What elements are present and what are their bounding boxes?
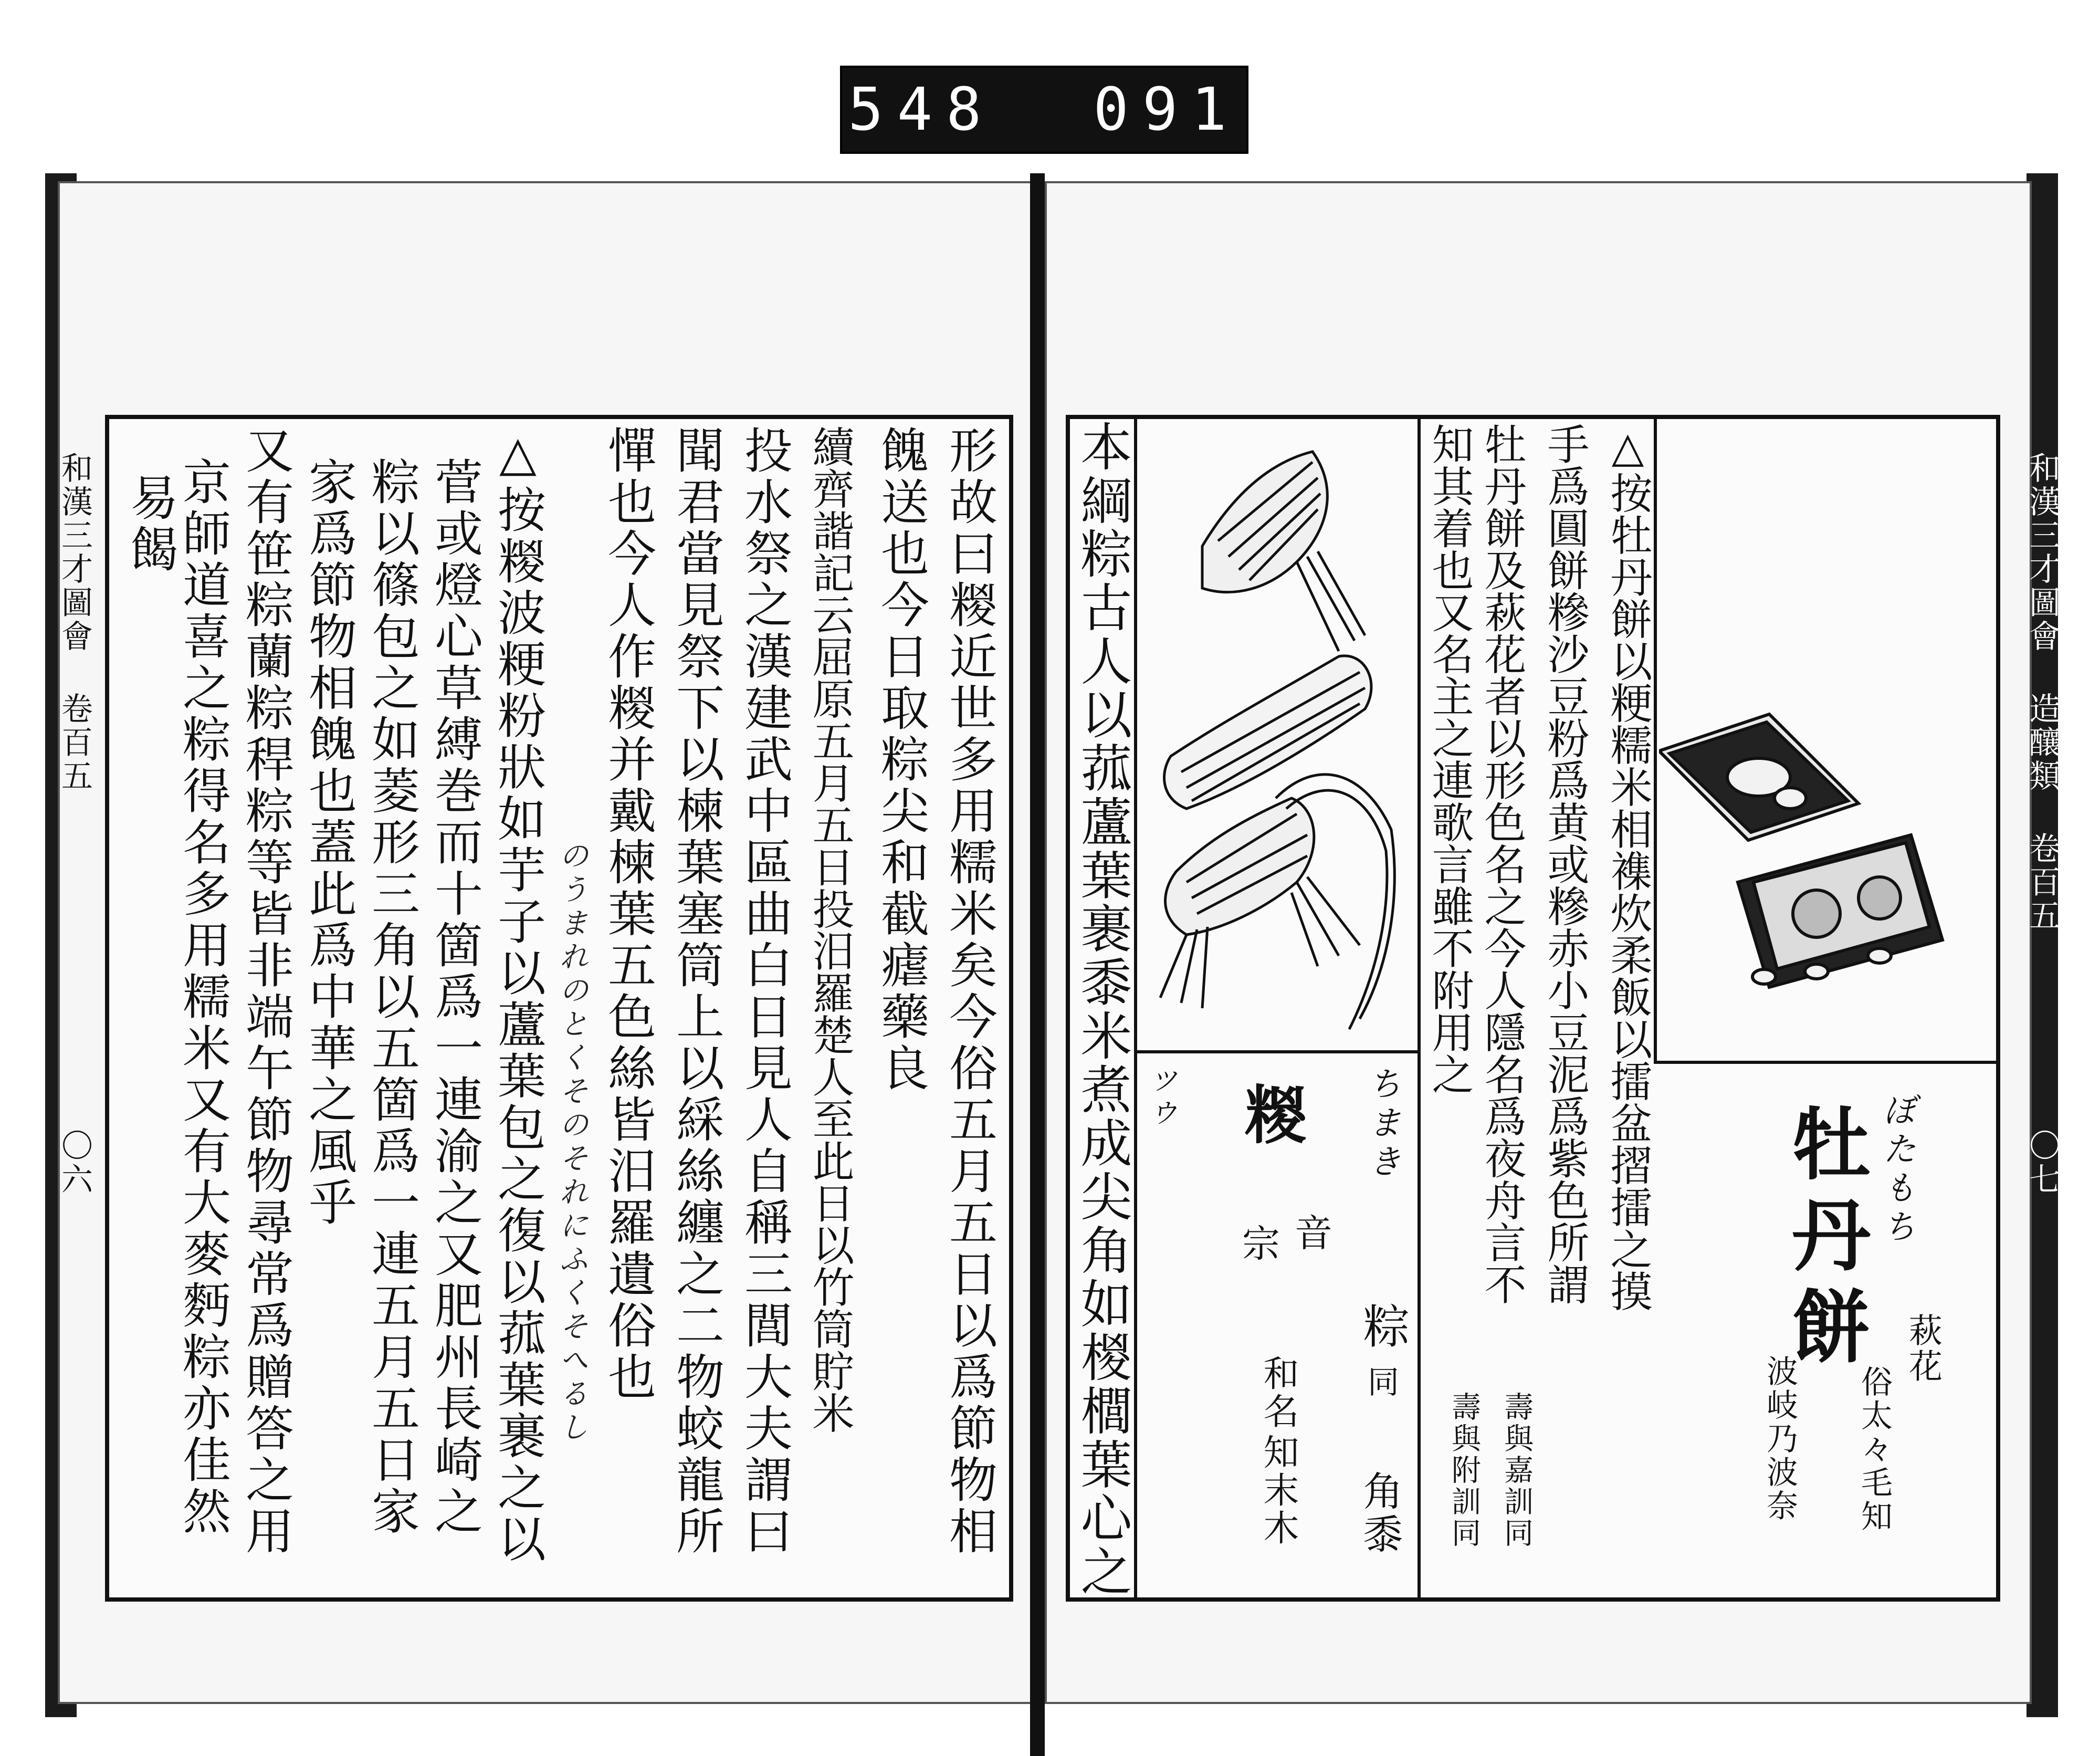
side-entry-variant-char: 粽 <box>1356 1302 1410 1352</box>
side-entry-wamei: 知末木 <box>1257 1434 1299 1547</box>
left-column-6: 憚也今人作糉并戴楝葉五色絲皆汨羅遺俗也 <box>600 425 656 1403</box>
chimaki-bundles-illustration <box>1139 431 1412 1050</box>
divider-horizontal-1 <box>1134 1050 1421 1053</box>
left-column-1: 形故曰糉近世多用糯米矣今俗五月五日以爲節物相 <box>941 425 998 1558</box>
left-column-8: 菅或燈心草縛巻而十箇爲一連渝之又肥州長崎之 <box>427 457 483 1538</box>
side-entry-variant-note: 同 <box>1362 1365 1399 1399</box>
left-column-13: 易餲 <box>122 473 178 576</box>
entry-title: 牡丹餅 <box>1778 1103 1871 1377</box>
side-entry-char: 糉 <box>1234 1082 1308 1157</box>
divider-horizontal-2 <box>1654 1061 2000 1064</box>
left-handwritten-note: のうまれのとくそのそれにふくそへるし <box>554 840 589 1445</box>
right-description-column: 本綱粽古人以菰蘆葉裹黍米煮成尖角如椶櫚葉心之 <box>1072 420 1132 1598</box>
right-margin-folio: 〇七 <box>2024 1129 2061 1196</box>
book-spine <box>1030 173 1045 1756</box>
lower-lacquer-box <box>1738 835 1942 987</box>
divider-vertical-1 <box>1418 415 1421 1602</box>
side-entry-sound-label: 音 <box>1288 1213 1332 1253</box>
archive-label <box>840 66 1248 154</box>
right-column-3: 牡丹餅及萩花者以形色名之今人隱名爲夜舟言不 <box>1477 423 1526 1305</box>
upper-lacquer-box <box>1659 714 1858 840</box>
side-entry-kana: ちまき <box>1362 1066 1401 1183</box>
note-column-1: 壽與嘉訓同 <box>1499 1392 1534 1549</box>
side-entry-sound: 宗 <box>1236 1224 1280 1263</box>
divider-vertical-3 <box>1134 415 1137 1602</box>
left-column-9: 粽以篠包之如菱形三角以五箇爲一連五月五日家 <box>364 457 420 1538</box>
side-entry-reading-note: ツウ <box>1145 1066 1177 1131</box>
left-column-11: 又有笹粽蘭粽稈粽等皆非端午節物尋常爲贈答之用 <box>238 425 294 1558</box>
side-entry-wamei-label: 和名 <box>1257 1355 1299 1430</box>
left-column-5: 聞君當見祭下以楝葉塞筒上以綵絲纏之二物蛟龍所 <box>668 425 724 1558</box>
title-kana: ぼたもち <box>1877 1092 1916 1248</box>
alias-3: 波岐乃波奈 <box>1761 1355 1798 1523</box>
left-column-4: 投水祭之漢建武中區曲白日見人自稱三閭大夫謂曰 <box>737 425 793 1558</box>
note-column-2: 壽與附訓同 <box>1447 1392 1481 1549</box>
left-column-10: 家爲節物相餽也蓋此爲中華之風乎 <box>301 457 357 1229</box>
archive-label-text: 548 091 <box>848 76 1241 144</box>
left-column-2: 餽送也今日取粽尖和截瘧藥良 <box>873 425 929 1094</box>
left-margin-header: 和漢三才圖會 卷百五 <box>56 452 93 793</box>
left-column-3: 續齊諧記云屈原五月五日投汨羅楚人至此日以竹筒貯米 <box>805 425 854 1434</box>
alias-2: 俗太々毛知 <box>1856 1365 1893 1533</box>
right-margin-header: 和漢三才圖會 造釀類 卷百五 <box>2024 452 2061 933</box>
right-column-4: 知其着也又名主之連歌言雖不附用之 <box>1425 423 1474 1095</box>
left-column-12: 京師道喜之粽得名多用糯米又有大麥麪粽亦佳然 <box>175 457 231 1538</box>
right-column-2: 手爲圓餅糝沙豆粉爲黄或糝赤小豆泥爲紫色所謂 <box>1540 423 1589 1305</box>
right-column-1: △按牡丹餅以粳糯米相襍炊柔飯以擂盆摺擂之摸 <box>1603 423 1652 1312</box>
divider-vertical-2 <box>1654 415 1657 1061</box>
left-margin-folio: 〇六 <box>56 1129 93 1196</box>
left-column-7: △按糉波粳粉狀如芋子以蘆葉包之復以菰葉裹之以 <box>490 425 546 1565</box>
alias-1: 萩花 <box>1903 1313 1942 1384</box>
side-entry-variant-extra: 角黍 <box>1357 1470 1403 1556</box>
sweets-boxes-illustration <box>1659 693 2006 1019</box>
